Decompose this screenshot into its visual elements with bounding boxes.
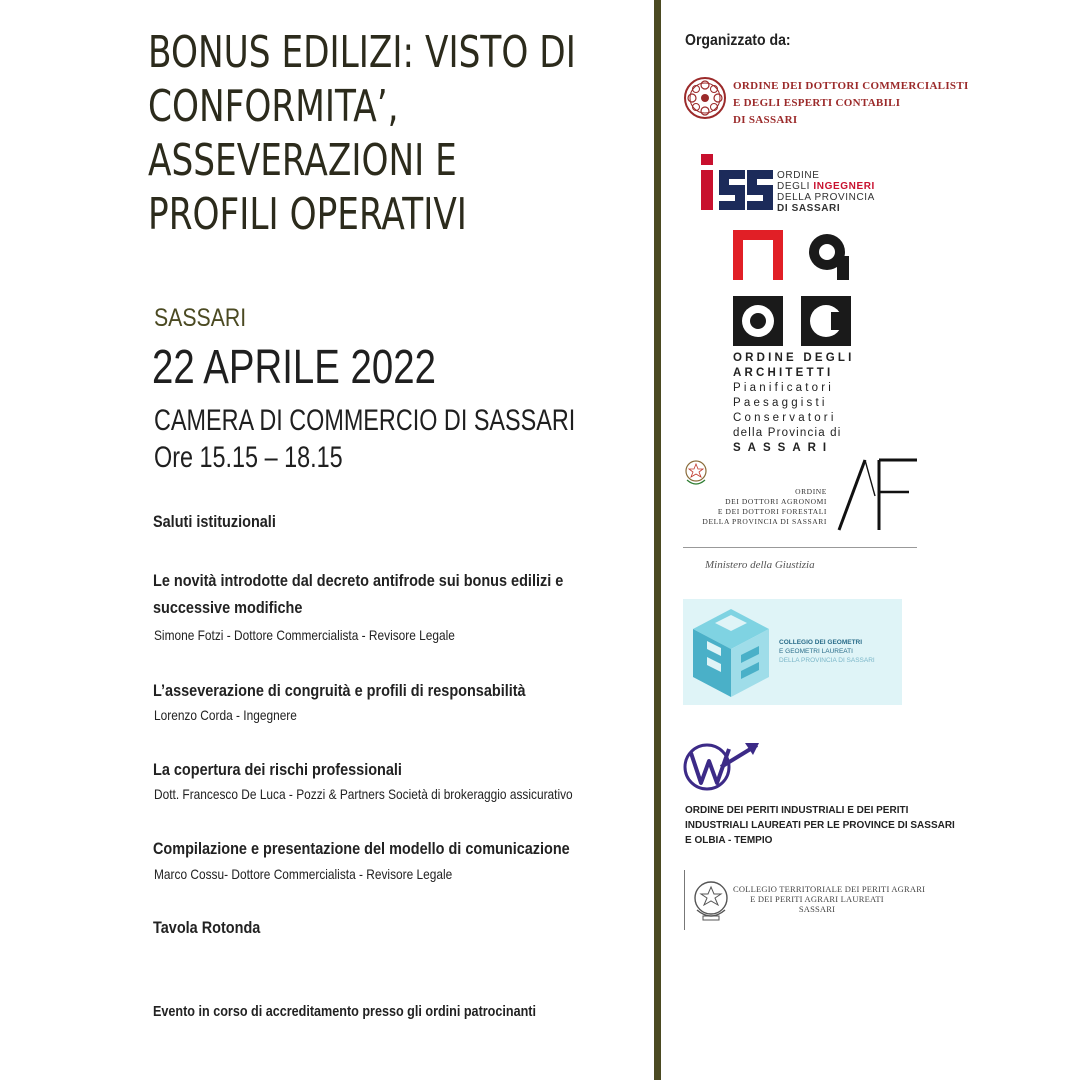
agronomi-af-logo-icon (835, 456, 919, 534)
ingegneri-line: ORDINE (777, 170, 820, 181)
agronomi-line: DELLA PROVINCIA DI SASSARI (702, 517, 827, 526)
title-line: BONUS EDILIZI: VISTO DI (148, 27, 576, 78)
organizers-label: Organizzato da: (685, 32, 791, 49)
ingegneri-line: DELLA PROVINCIA (777, 192, 875, 203)
periti-agrari-divider (684, 870, 685, 930)
column-divider (654, 0, 661, 1080)
event-hours: Ore 15.15 – 18.15 (154, 441, 343, 474)
program-item-title-line: successive modifiche (153, 598, 303, 617)
program-item-title: Saluti istituzionali (153, 512, 276, 531)
program-item-title (153, 567, 563, 621)
geometri-name (779, 638, 875, 665)
accreditation-note: Evento in corso di accreditamento presso gli ordini patrocinanti (153, 1003, 536, 1020)
event-city: SASSARI (154, 304, 247, 332)
odcec-seal-icon (683, 76, 727, 120)
ingegneri-logo-icon (699, 154, 775, 214)
program-item-speaker: Lorenzo Corda - Ingegnere (154, 707, 297, 723)
agronomi-line: ORDINE (795, 487, 827, 496)
ingegneri-line (777, 181, 875, 192)
title-line: PROFILI OPERATIVI (148, 189, 467, 240)
architetti-line: SASSARI (733, 442, 834, 454)
program-item-title: Tavola Rotonda (153, 918, 261, 937)
organizers-column (661, 0, 1080, 1080)
architetti-line: ORDINE DEGLI (733, 352, 855, 364)
architetti-logo-icon (733, 230, 853, 348)
periti-agrari-line: SASSARI (798, 904, 836, 914)
periti-industriali-line: ORDINE DEI PERITI INDUSTRIALI E DEI PERITI (685, 805, 909, 816)
periti-agrari-line: E DEI PERITI AGRARI LAUREATI (750, 894, 884, 904)
program-item-speaker: Dott. Francesco De Luca - Pozzi & Partners Società di brokeraggio assicurativo (154, 786, 573, 802)
program-item-title: L’asseverazione di congruità e profili di responsabilità (153, 681, 526, 700)
geometri-line: E GEOMETRI LAUREATI (779, 648, 853, 655)
odcec-line: DI SASSARI (733, 114, 798, 126)
odcec-line: E DEGLI ESPERTI CONTABILI (733, 97, 901, 109)
geometri-logo-icon (685, 601, 779, 703)
ingegneri-line: DI SASSARI (777, 203, 841, 214)
ingegneri-name (777, 170, 875, 214)
title-line: ASSEVERAZIONI E (148, 135, 457, 186)
program-item-title: La copertura dei rischi professionali (153, 760, 402, 779)
event-title (148, 26, 576, 242)
architetti-name (733, 351, 854, 456)
periti-industriali-name (685, 803, 955, 848)
geometri-line: DELLA PROVINCIA DI SASSARI (779, 657, 875, 664)
program-item-title: Compilazione e presentazione del modello di comunicazione (153, 839, 570, 858)
architetti-line: ARCHITETTI (733, 367, 834, 379)
agronomi-name (681, 487, 827, 527)
periti-agrari-emblem-icon (691, 878, 731, 924)
periti-agrari-name (733, 884, 926, 914)
ingegneri-line: DEGLI (777, 181, 811, 192)
periti-industriali-line: E OLBIA - TEMPIO (685, 835, 773, 846)
program-item-title-line: Le novità introdotte dal decreto antifrode sui bonus edilizi e (153, 571, 564, 590)
program-item-speaker: Marco Cossu- Dottore Commercialista - Revisore Legale (154, 866, 453, 882)
ministry-name: Ministero della Giustizia (705, 559, 815, 571)
architetti-line: Conservatori (733, 412, 837, 424)
odcec-line: ORDINE DEI DOTTORI COMMERCIALISTI (733, 80, 969, 92)
program-item-speaker: Simone Fotzi - Dottore Commercialista - Revisore Legale (154, 627, 455, 643)
event-venue: CAMERA DI COMMERCIO DI SASSARI (154, 404, 576, 437)
ingegneri-line: INGEGNERI (813, 181, 875, 192)
periti-agrari-line: COLLEGIO TERRITORIALE DEI PERITI AGRARI (733, 884, 926, 894)
odcec-name (733, 78, 969, 129)
architetti-line: della Provincia di (733, 427, 842, 439)
agronomi-line: DEI DOTTORI AGRONOMI (725, 497, 827, 506)
periti-industriali-line: INDUSTRIALI LAUREATI PER LE PROVINCE DI SASSARI (685, 820, 955, 831)
agronomi-divider (683, 547, 917, 548)
periti-industriali-logo-icon (681, 737, 761, 793)
republic-emblem-icon (683, 458, 709, 486)
title-line: CONFORMITA’, (148, 81, 399, 132)
agronomi-line: E DEI DOTTORI FORESTALI (717, 507, 827, 516)
architetti-line: Paesaggisti (733, 397, 828, 409)
event-date: 22 APRILE 2022 (152, 341, 436, 394)
architetti-line: Pianificatori (733, 382, 835, 394)
geometri-line: COLLEGIO DEI GEOMETRI (779, 639, 863, 646)
